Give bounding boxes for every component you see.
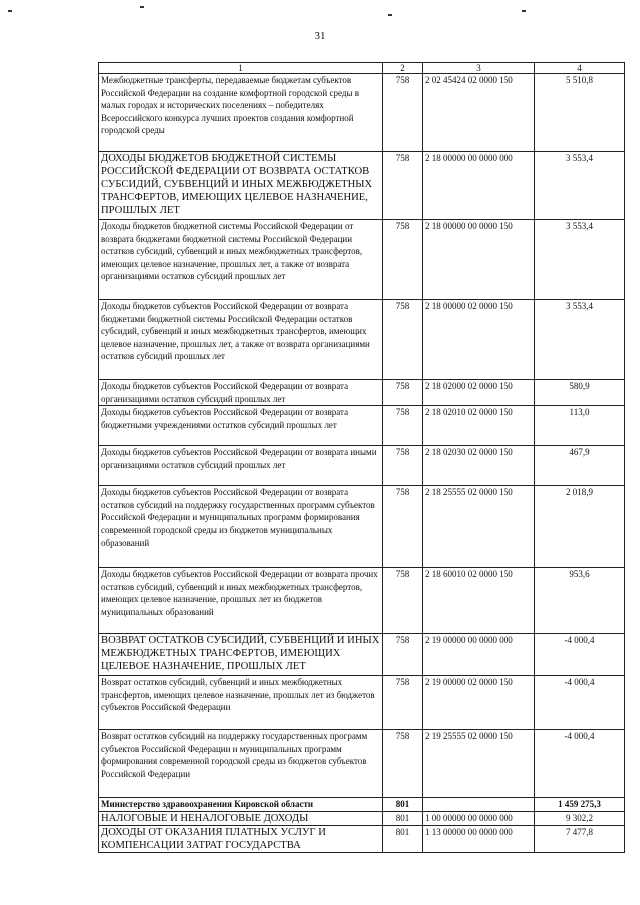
table-row — [99, 406, 625, 446]
row-admin-code: 758 — [383, 406, 423, 446]
row-name: Доходы бюджетов субъектов Российской Федерации от возврата бюджетами бюджетной системы Российской Федерации остатков субсидий, субвенций и иных межбюджетных трансфертов, имеющих целевое назначение, прошлых лет, а также от возврата организациями остатков субсидий прошлых лет — [99, 300, 383, 380]
row-admin-code: 758 — [383, 300, 423, 380]
scan-speck — [140, 6, 144, 8]
row-amount: -4 000,4 — [535, 634, 625, 676]
row-name: Возврат остатков субсидий на поддержку государственных программ субъектов Российской Федерации и муниципальных программ формирования современной городской среды из бюджетов субъектов Российской Федерации — [99, 730, 383, 798]
header-cell-4: 4 — [535, 63, 625, 74]
row-admin-code: 758 — [383, 568, 423, 634]
row-amount: 7 477,8 — [535, 825, 625, 852]
table-row — [99, 152, 625, 220]
revenue-table — [98, 62, 625, 853]
table-row — [99, 568, 625, 634]
row-amount: 113,0 — [535, 406, 625, 446]
row-classification-code: 2 18 00000 00 0000 000 — [423, 152, 535, 220]
row-name: Межбюджетные трансферты, передаваемые бюджетам субъектов Российской Федерации на создание комфортной городской среды в малых городах и исторических поселениях – победителях Всероссийского конкурса лучших проектов создания комфортной городской среды — [99, 74, 383, 152]
table-row — [99, 798, 625, 812]
row-name: Доходы бюджетов субъектов Российской Федерации от возврата прочих остатков субсидий, субвенций и иных межбюджетных трансфертов, имеющих целевое назначение, прошлых лет из бюджетов муниципальных образований — [99, 568, 383, 634]
row-amount: 467,9 — [535, 446, 625, 486]
row-classification-code: 2 19 25555 02 0000 150 — [423, 730, 535, 798]
row-admin-code: 758 — [383, 486, 423, 568]
row-admin-code: 758 — [383, 74, 423, 152]
row-name: Возврат остатков субсидий, субвенций и иных межбюджетных трансфертов, имеющих целевое назначение, прошлых лет из бюджетов субъектов Российской Федерации — [99, 676, 383, 730]
scan-speck — [522, 10, 526, 12]
row-admin-code: 801 — [383, 798, 423, 812]
table-row — [99, 676, 625, 730]
row-amount: 3 553,4 — [535, 152, 625, 220]
table-row — [99, 730, 625, 798]
row-admin-code: 758 — [383, 676, 423, 730]
row-admin-code: 758 — [383, 634, 423, 676]
row-amount: 2 018,9 — [535, 486, 625, 568]
row-classification-code: 2 19 00000 02 0000 150 — [423, 676, 535, 730]
row-admin-code: 758 — [383, 730, 423, 798]
table-row — [99, 74, 625, 152]
table-row — [99, 446, 625, 486]
row-amount: 953,6 — [535, 568, 625, 634]
row-name: Доходы бюджетов субъектов Российской Федерации от возврата бюджетными учреждениями остатков субсидий прошлых лет — [99, 406, 383, 446]
row-amount: 5 510,8 — [535, 74, 625, 152]
row-amount: -4 000,4 — [535, 730, 625, 798]
table-row — [99, 825, 625, 852]
row-amount: 580,9 — [535, 380, 625, 406]
row-classification-code: 2 18 00000 00 0000 150 — [423, 220, 535, 300]
row-name: Министерство здравоохранения Кировской области — [99, 798, 383, 812]
table-row — [99, 300, 625, 380]
row-name: Доходы бюджетов субъектов Российской Федерации от возврата остатков субсидий на поддержку государственных программ субъектов Российской Федерации и муниципальных программ формирования современной городской среды из бюджетов муниципальных образований — [99, 486, 383, 568]
row-classification-code: 1 00 00000 00 0000 000 — [423, 811, 535, 825]
row-name: Доходы бюджетов субъектов Российской Федерации от возврата иными организациями остатков субсидий прошлых лет — [99, 446, 383, 486]
row-name: ВОЗВРАТ ОСТАТКОВ СУБСИДИЙ, СУБВЕНЦИЙ И ИНЫХ МЕЖБЮДЖЕТНЫХ ТРАНСФЕРТОВ, ИМЕЮЩИХ ЦЕЛЕВОЕ НАЗНАЧЕНИЕ, ПРОШЛЫХ ЛЕТ — [99, 634, 383, 676]
row-classification-code: 1 13 00000 00 0000 000 — [423, 825, 535, 852]
row-amount: 1 459 275,3 — [535, 798, 625, 812]
table-row — [99, 486, 625, 568]
row-amount: 3 553,4 — [535, 220, 625, 300]
table-row — [99, 380, 625, 406]
row-admin-code: 801 — [383, 811, 423, 825]
header-cell-3: 3 — [423, 63, 535, 74]
header-cell-1: 1 — [99, 63, 383, 74]
row-name: Доходы бюджетов бюджетной системы Российской Федерации от возврата бюджетами бюджетной системы Российской Федерации остатков субсидий, субвенций и иных межбюджетных трансфертов, имеющих целевое назначение, прошлых лет, а также от возврата организациями остатков субсидий прошлых лет — [99, 220, 383, 300]
row-amount: 3 553,4 — [535, 300, 625, 380]
page-number: 31 — [314, 30, 326, 42]
row-admin-code: 758 — [383, 446, 423, 486]
table-row — [99, 634, 625, 676]
row-name: ДОХОДЫ БЮДЖЕТОВ БЮДЖЕТНОЙ СИСТЕМЫ РОССИЙСКОЙ ФЕДЕРАЦИИ ОТ ВОЗВРАТА ОСТАТКОВ СУБСИДИЙ, СУБВЕНЦИЙ И ИНЫХ МЕЖБЮДЖЕТНЫХ ТРАНСФЕРТОВ, ИМЕЮЩИХ ЦЕЛЕВОЕ НАЗНАЧЕНИЕ, ПРОШЛЫХ ЛЕТ — [99, 152, 383, 220]
row-classification-code: 2 18 25555 02 0000 150 — [423, 486, 535, 568]
row-name: Доходы бюджетов субъектов Российской Федерации от возврата организациями остатков субсидий прошлых лет — [99, 380, 383, 406]
row-classification-code: 2 02 45424 02 0000 150 — [423, 74, 535, 152]
scan-speck — [388, 14, 392, 16]
row-name: НАЛОГОВЫЕ И НЕНАЛОГОВЫЕ ДОХОДЫ — [99, 811, 383, 825]
row-classification-code: 2 18 00000 02 0000 150 — [423, 300, 535, 380]
row-admin-code: 801 — [383, 825, 423, 852]
row-admin-code: 758 — [383, 152, 423, 220]
row-name: ДОХОДЫ ОТ ОКАЗАНИЯ ПЛАТНЫХ УСЛУГ И КОМПЕНСАЦИИ ЗАТРАТ ГОСУДАРСТВА — [99, 825, 383, 852]
row-classification-code: 2 18 02010 02 0000 150 — [423, 406, 535, 446]
row-classification-code: 2 19 00000 00 0000 000 — [423, 634, 535, 676]
row-amount: -4 000,4 — [535, 676, 625, 730]
row-classification-code: 2 18 60010 02 0000 150 — [423, 568, 535, 634]
row-classification-code: 2 18 02000 02 0000 150 — [423, 380, 535, 406]
table-header-row — [99, 63, 625, 74]
row-classification-code — [423, 798, 535, 812]
header-cell-2: 2 — [383, 63, 423, 74]
row-classification-code: 2 18 02030 02 0000 150 — [423, 446, 535, 486]
scan-speck — [8, 10, 12, 12]
table-row — [99, 811, 625, 825]
row-admin-code: 758 — [383, 380, 423, 406]
row-amount: 9 302,2 — [535, 811, 625, 825]
row-admin-code: 758 — [383, 220, 423, 300]
table-row — [99, 220, 625, 300]
